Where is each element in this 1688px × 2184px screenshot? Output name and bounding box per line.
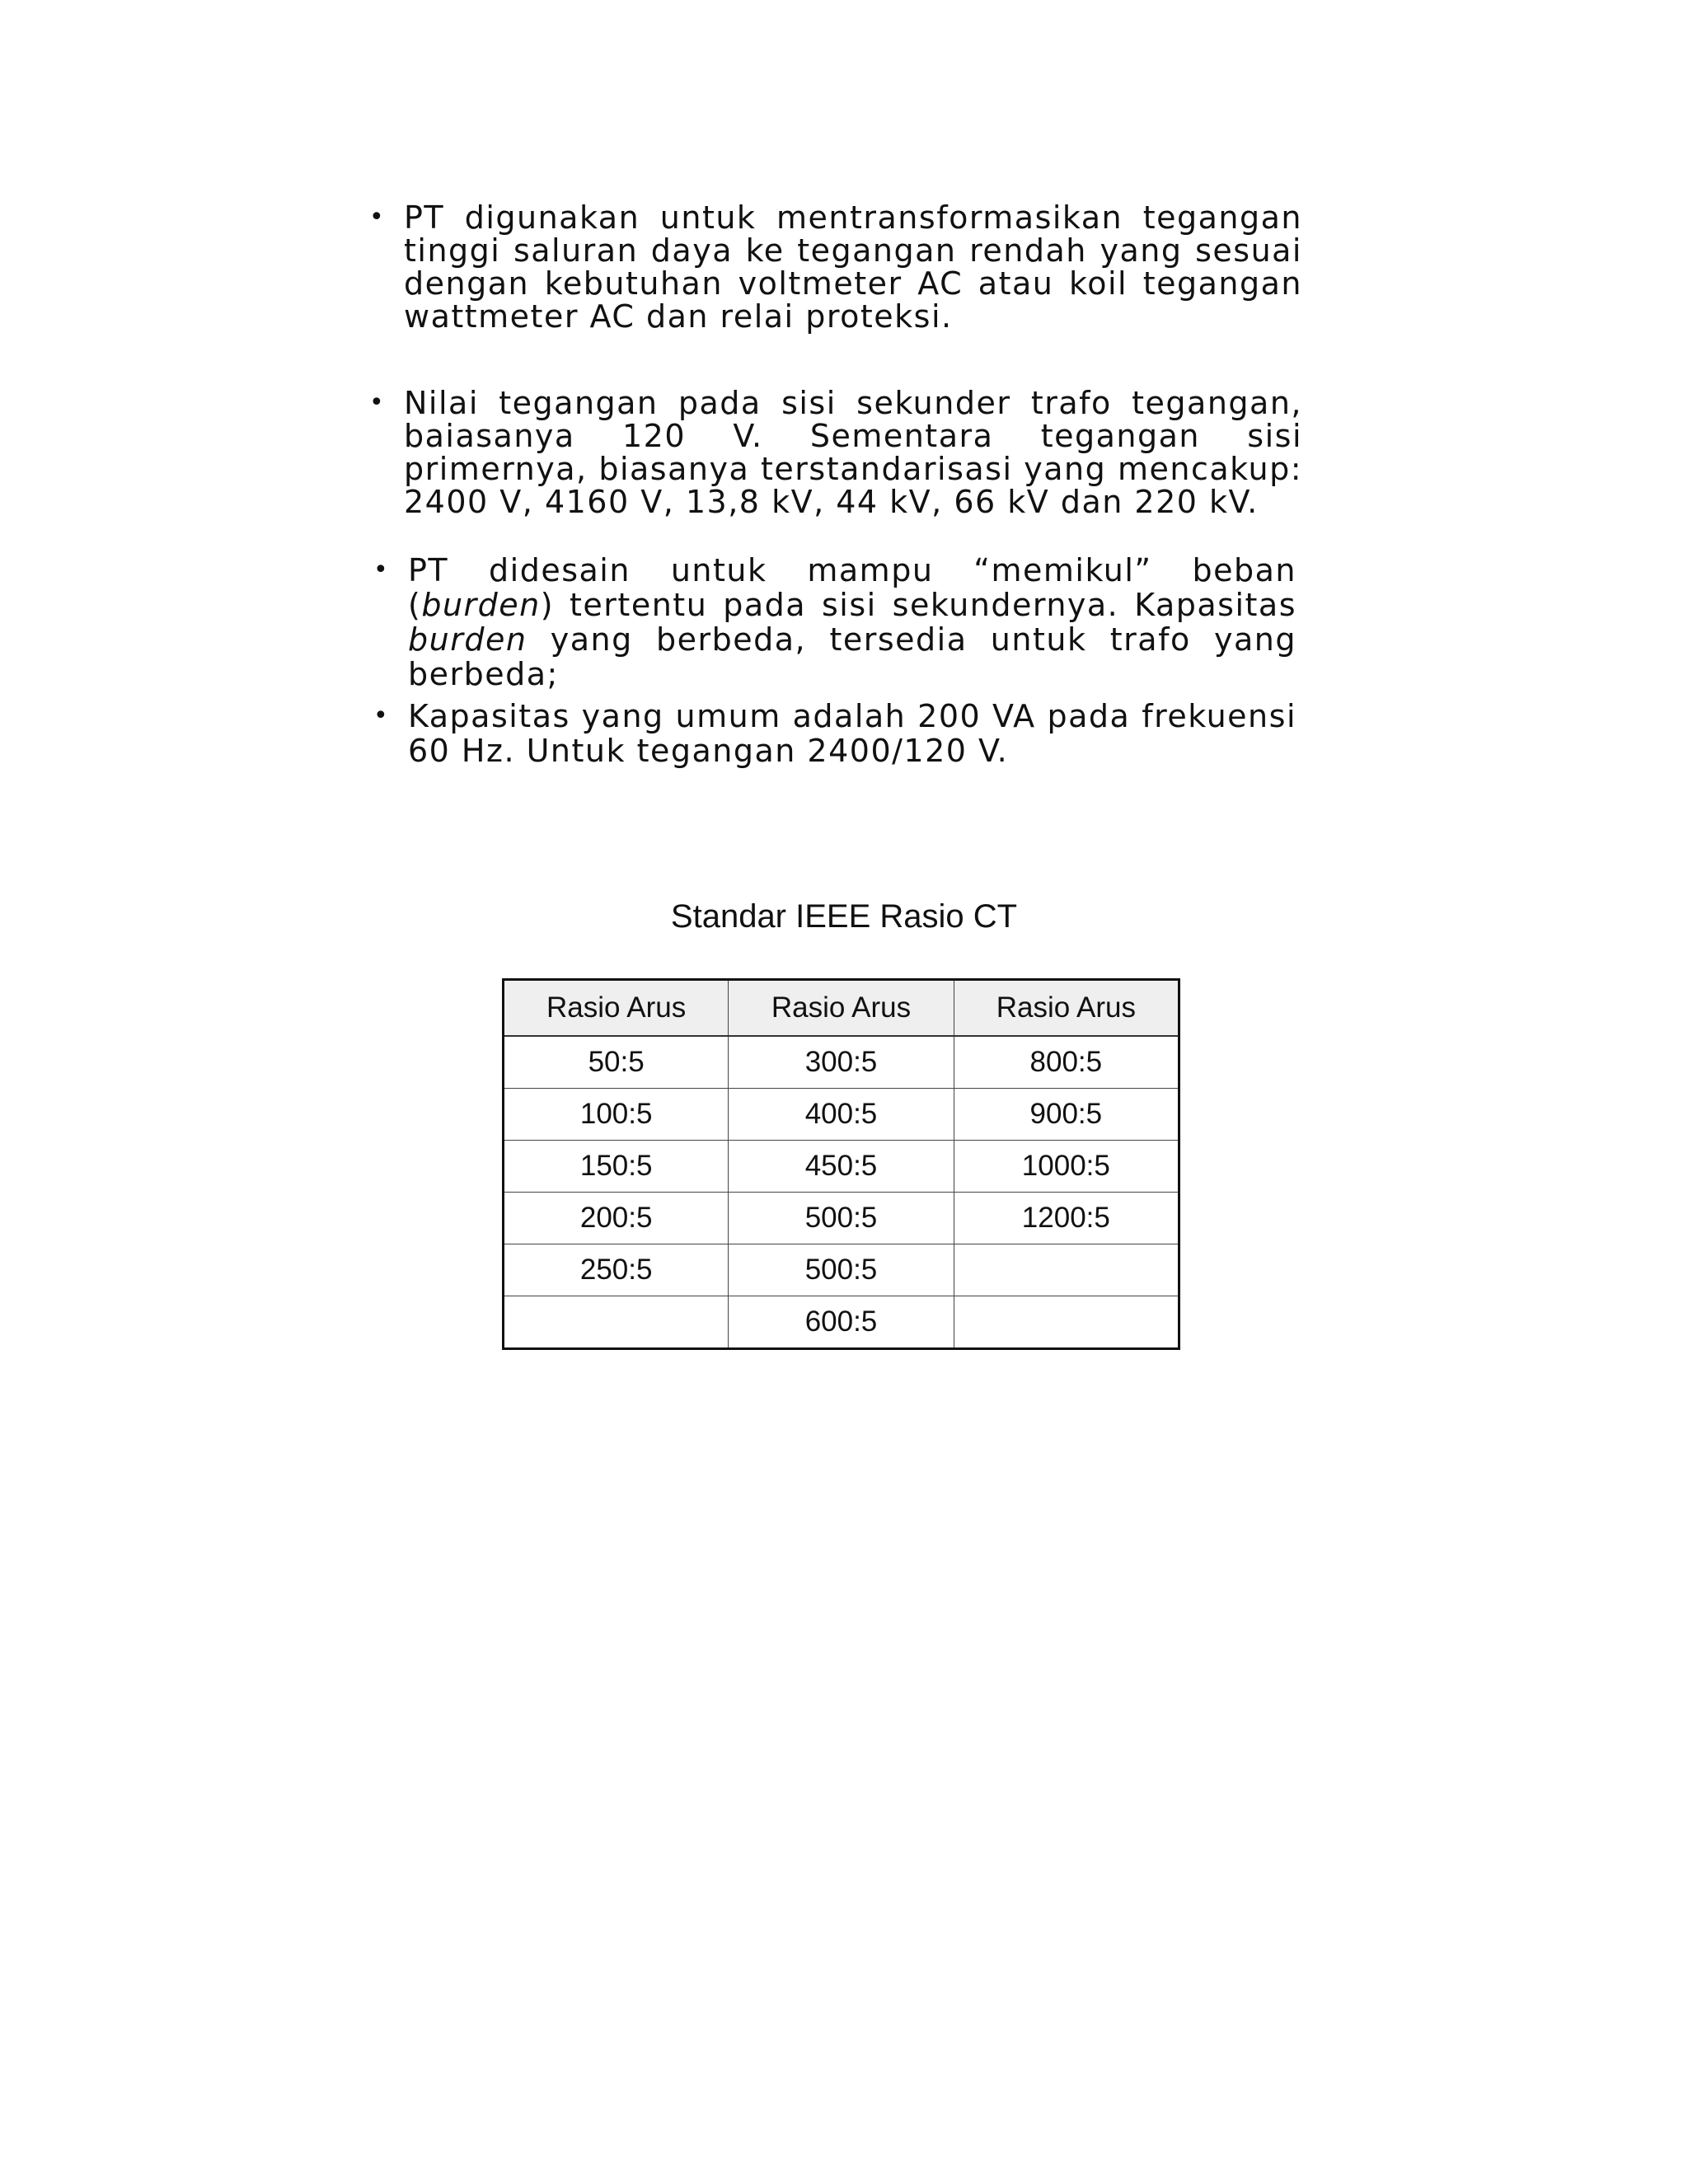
- table-cell: [954, 1296, 1179, 1349]
- table-row: [504, 1296, 1179, 1349]
- bullet-marker: •: [369, 388, 386, 417]
- table-row: [504, 1141, 1179, 1193]
- bullet-marker: •: [373, 555, 390, 584]
- column-header: Rasio Arus: [954, 980, 1179, 1037]
- bullet-item: [369, 199, 1302, 335]
- table-cell: 800:5: [954, 1036, 1179, 1089]
- table-cell: [504, 1296, 729, 1349]
- column-header: Rasio Arus: [504, 980, 729, 1037]
- column-header: Rasio Arus: [729, 980, 954, 1037]
- table-cell: 600:5: [729, 1296, 954, 1349]
- table-row: [504, 1193, 1179, 1244]
- ct-ratio-table: [502, 978, 1180, 1350]
- table-cell: [954, 1244, 1179, 1296]
- table-cell: 200:5: [504, 1193, 729, 1244]
- table-cell: 50:5: [504, 1036, 729, 1089]
- bullet-text: Nilai tegangan pada sisi sekunder trafo tegangan, baiasanya 120 V. Sementara tegangan sisi primernya, biasanya terstandarisasi yang mencakup: 2400 V, 4160 V, 13,8 kV, 44 kV, 66 kV dan 220 kV.: [404, 385, 1302, 520]
- table-row: [504, 1244, 1179, 1296]
- italic-term: burden: [421, 587, 541, 623]
- bullet-text: PT digunakan untuk mentransformasikan tegangan tinggi saluran daya ke tegangan rendah yang sesuai dengan kebutuhan voltmeter AC atau koil tegangan wattmeter AC dan relai proteksi.: [404, 199, 1302, 335]
- table-cell: 150:5: [504, 1141, 729, 1193]
- table-cell: 100:5: [504, 1089, 729, 1141]
- bullet-text: Kapasitas yang umum adalah 200 VA pada frekuensi 60 Hz. Untuk tegangan 2400/120 V.: [408, 698, 1296, 769]
- table-cell: 300:5: [729, 1036, 954, 1089]
- table-cell: 500:5: [729, 1244, 954, 1296]
- table-cell: 1200:5: [954, 1193, 1179, 1244]
- table-caption: Standar IEEE Rasio CT: [670, 898, 1018, 935]
- bullet-text: [408, 552, 1296, 692]
- bullet-item: [373, 552, 1296, 692]
- table-header-row: [504, 980, 1179, 1037]
- bullet-text-segment: yang berbeda, tersedia untuk trafo yang berbeda;: [408, 621, 1296, 692]
- bullet-marker: •: [373, 701, 390, 730]
- table-cell: 450:5: [729, 1141, 954, 1193]
- table-row: [504, 1036, 1179, 1089]
- bullet-text-segment: PT didesain untuk mampu “memikul” beban (: [408, 552, 1296, 623]
- table-cell: 900:5: [954, 1089, 1179, 1141]
- bullet-list: [0, 0, 1688, 824]
- bullet-item: [373, 698, 1296, 769]
- bullet-item: [369, 385, 1302, 520]
- bullet-marker: •: [369, 203, 386, 232]
- table-row: [504, 1089, 1179, 1141]
- bullet-text-segment: ) tertentu pada sisi sekundernya. Kapasitas: [540, 587, 1296, 623]
- table-cell: 500:5: [729, 1193, 954, 1244]
- table-cell: 250:5: [504, 1244, 729, 1296]
- table-cell: 400:5: [729, 1089, 954, 1141]
- table-cell: 1000:5: [954, 1141, 1179, 1193]
- italic-term: burden: [408, 621, 528, 658]
